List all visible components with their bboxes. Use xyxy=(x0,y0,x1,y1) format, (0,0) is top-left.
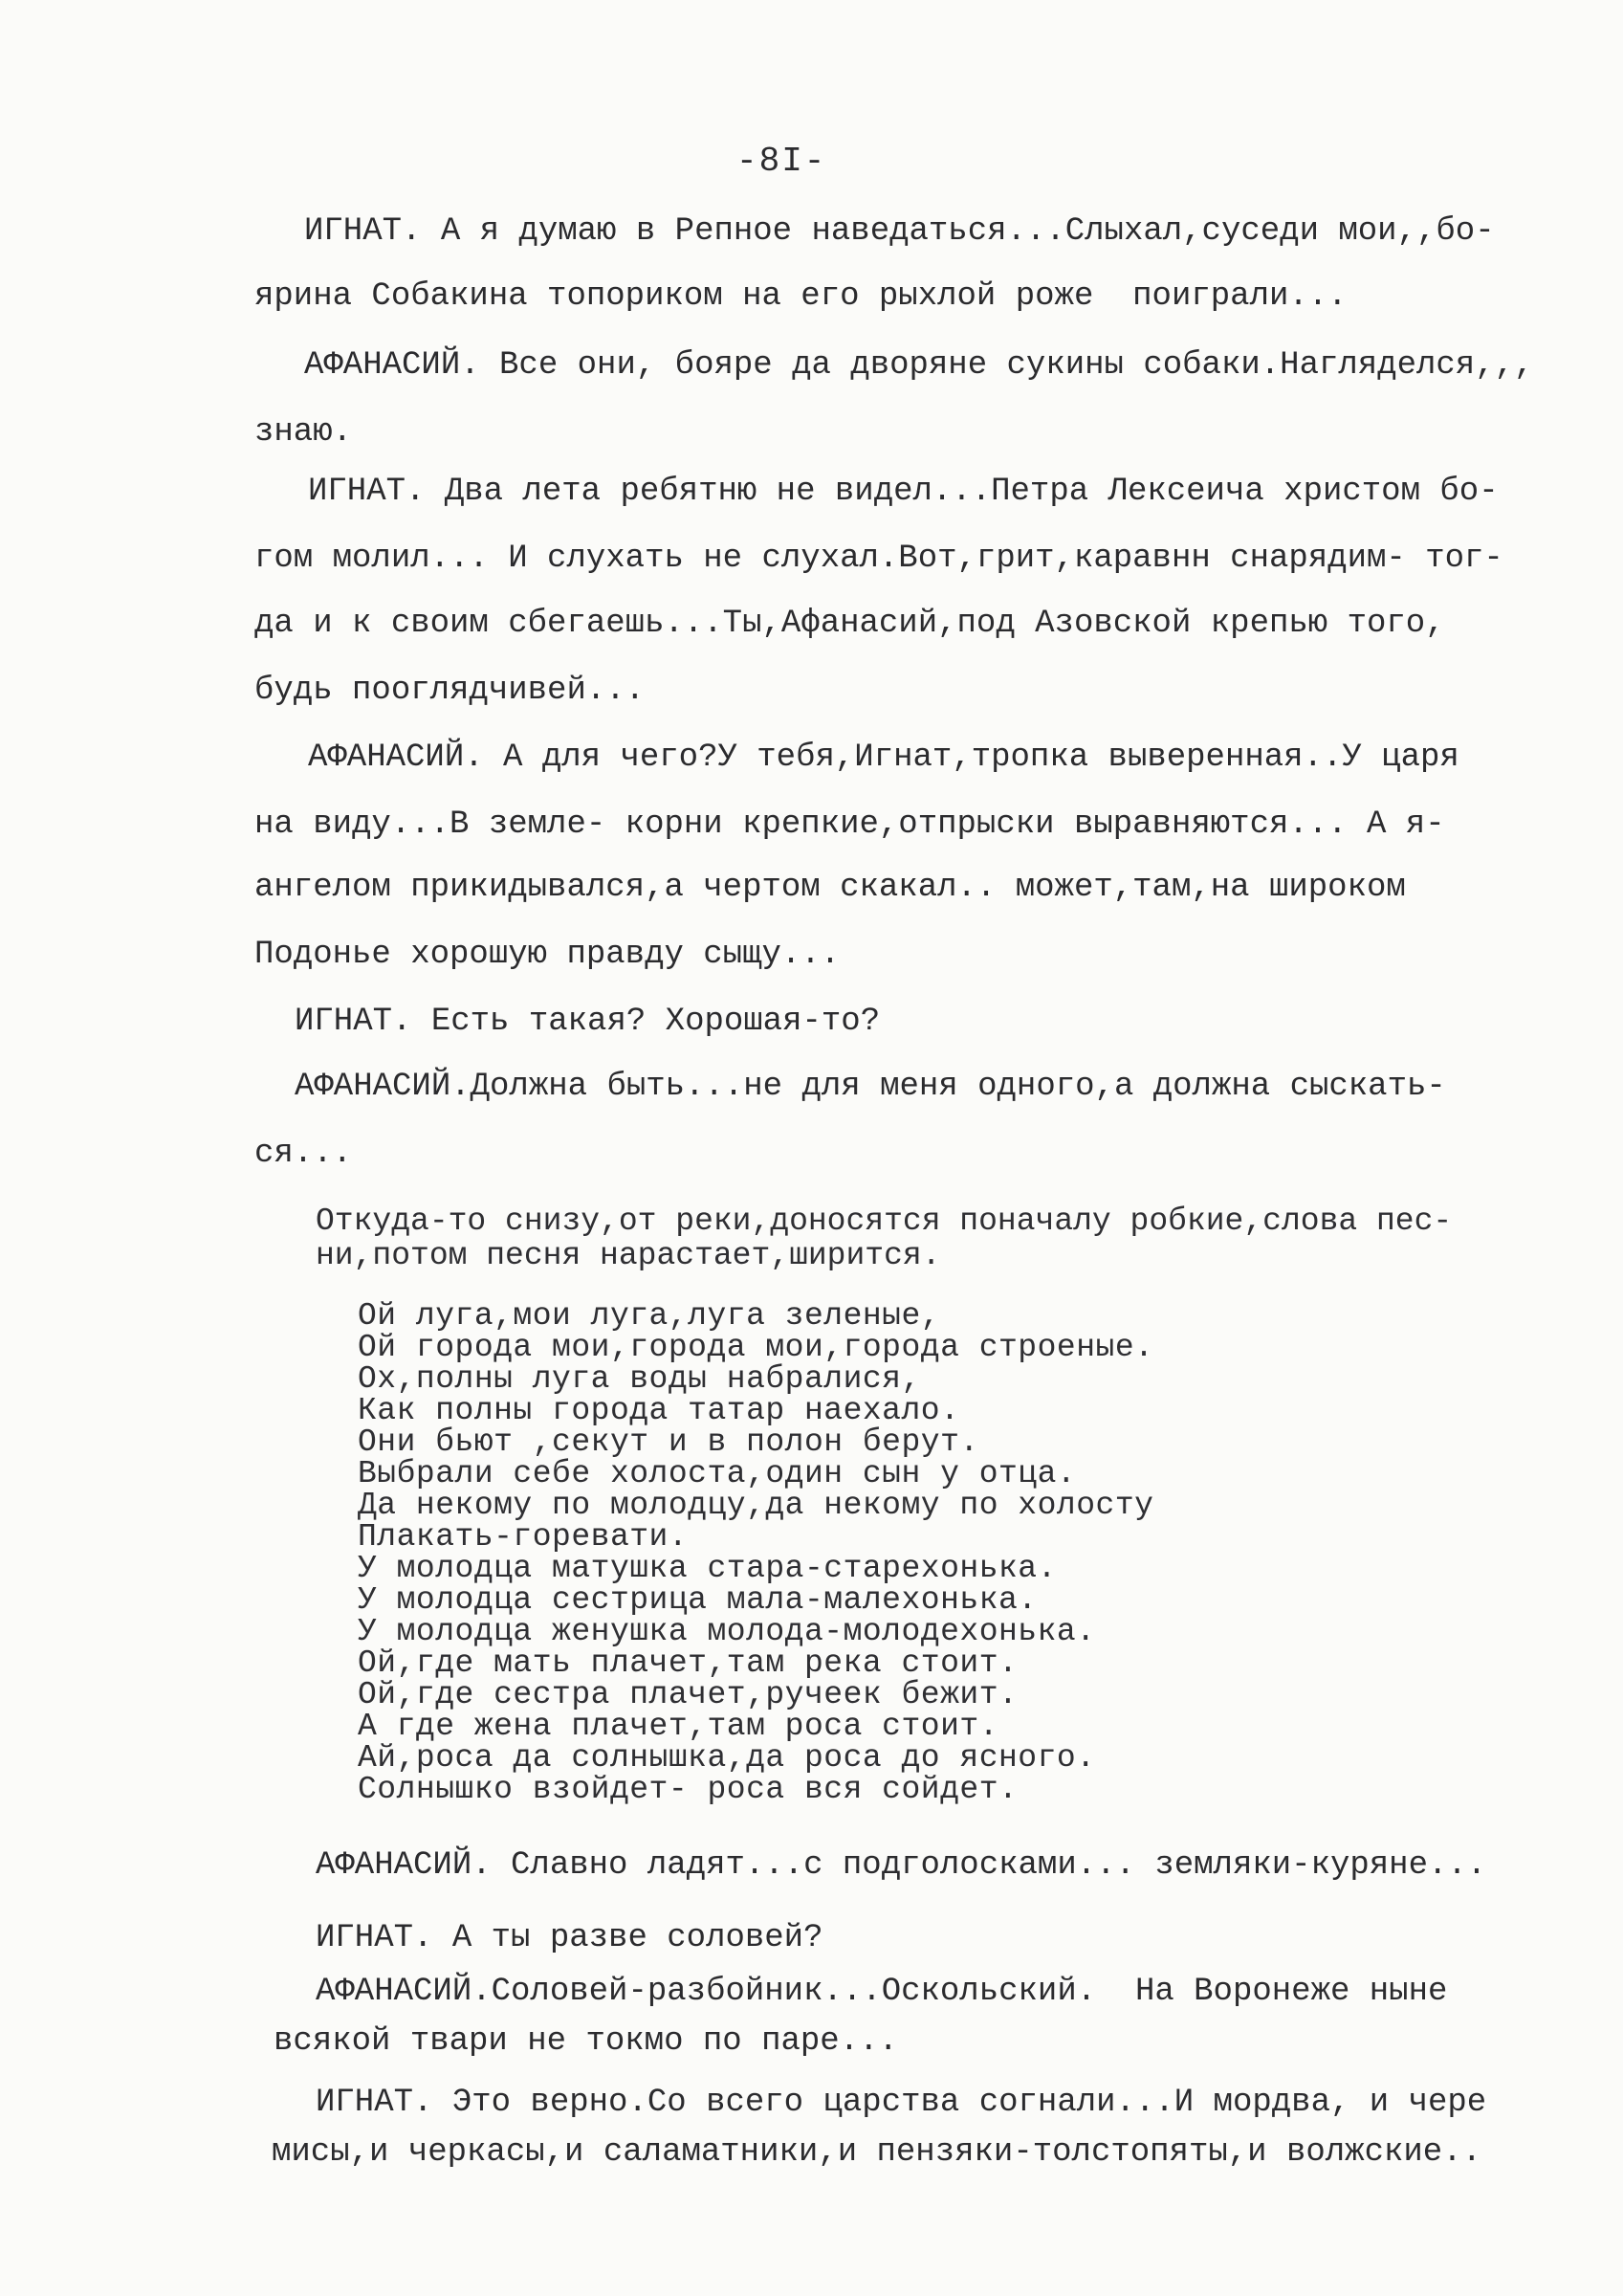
dialogue-line: АФАНАСИЙ.Соловей-разбойник...Оскольский. На Воронеже ныне xyxy=(316,1974,1448,2010)
song-line: Ох,полны луга воды набралися, xyxy=(358,1361,921,1397)
stage-direction-line: ни,потом песня нарастает,ширится. xyxy=(316,1238,941,1273)
dialogue-line: Подонье хорошую правду сыщу... xyxy=(254,937,841,973)
stage-direction-line: Откуда-то снизу,от реки,доносятся поначалу робкие,слова пес- xyxy=(316,1203,1453,1239)
dialogue-line: ИГНАТ. Это верно.Со всего царства согнали...И мордва, и чере xyxy=(316,2085,1487,2121)
song-line: А где жена плачет,там роса стоит. xyxy=(358,1709,999,1744)
song-line: Ой,где мать плачет,там река стоит. xyxy=(358,1645,1019,1681)
page-number: -8I- xyxy=(736,142,827,181)
song-line: Плакать-горевати. xyxy=(358,1519,689,1555)
dialogue-line: на виду...В земле- корни крепкие,отпрыски выравняются... А я- xyxy=(254,806,1445,843)
song-line: Ой луга,мои луга,луга зеленые, xyxy=(358,1298,941,1334)
song-line: Они бьют ,секут и в полон берут. xyxy=(358,1424,979,1460)
dialogue-line: ангелом прикидывался,а чертом скакал.. может,там,на широком xyxy=(254,870,1406,906)
song-line: Как полны города татар наехало. xyxy=(358,1393,960,1428)
dialogue-line: АФАНАСИЙ. Все они, бояре да дворяне сукины собаки.Нагляделся,,, xyxy=(304,347,1534,384)
song-line: Ой города мои,города мои,города строеные. xyxy=(358,1330,1154,1365)
dialogue-line: ярина Собакина топориком на его рыхлой роже поиграли... xyxy=(254,278,1348,315)
song-line: Выбрали себе холоста,один сын у отца. xyxy=(358,1456,1077,1491)
dialogue-line: гом молил... И слухать не слухал.Вот,грит,каравнн снарядим- тог- xyxy=(254,541,1503,577)
dialogue-line: ИГНАТ. А ты разве соловей? xyxy=(316,1920,823,1956)
song-line: У молодца женушка молода-молодехонька. xyxy=(358,1614,1096,1649)
song-line: У молодца матушка стара-старехонька. xyxy=(358,1551,1057,1586)
dialogue-line: мисы,и черкасы,и саламатники,и пензяки-толстопяты,и волжские.. xyxy=(272,2134,1482,2171)
dialogue-line: ИГНАТ. Есть такая? Хорошая-то? xyxy=(295,1004,881,1040)
dialogue-line: знаю. xyxy=(254,414,353,451)
dialogue-line: АФАНАСИЙ. А для чего?У тебя,Игнат,тропка выверенная..У царя xyxy=(308,740,1459,776)
dialogue-line: ИГНАТ. А я думаю в Репное наведаться...Слыхал,суседи мои,,бо- xyxy=(304,213,1495,250)
song-line: У молодца сестрица мала-малехонька. xyxy=(358,1582,1038,1618)
song-line: Ой,где сестра плачет,ручеек бежит. xyxy=(358,1677,1019,1712)
song-line: Да некому по молодцу,да некому по холосту xyxy=(358,1488,1154,1523)
dialogue-line: ИГНАТ. Два лета ребятню не видел...Петра Лексеича христом бо- xyxy=(308,474,1499,510)
song-line: Солнышко взойдет- роса вся сойдет. xyxy=(358,1772,1019,1807)
song-line: Ай,роса да солнышка,да роса до ясного. xyxy=(358,1740,1096,1776)
dialogue-line: всякой твари не токмо по паре... xyxy=(274,2023,898,2060)
dialogue-line: будь пооглядчивей... xyxy=(254,673,646,709)
dialogue-line: АФАНАСИЙ.Должна быть...не для меня одного,а должна сыскать- xyxy=(295,1069,1446,1105)
dialogue-line: АФАНАСИЙ. Славно ладят...с подголосками... земляки-куряне... xyxy=(316,1847,1487,1884)
dialogue-line: ся... xyxy=(254,1136,353,1172)
dialogue-line: да и к своим сбегаешь...Ты,Афанасий,под Азовской крепью того, xyxy=(254,606,1445,642)
